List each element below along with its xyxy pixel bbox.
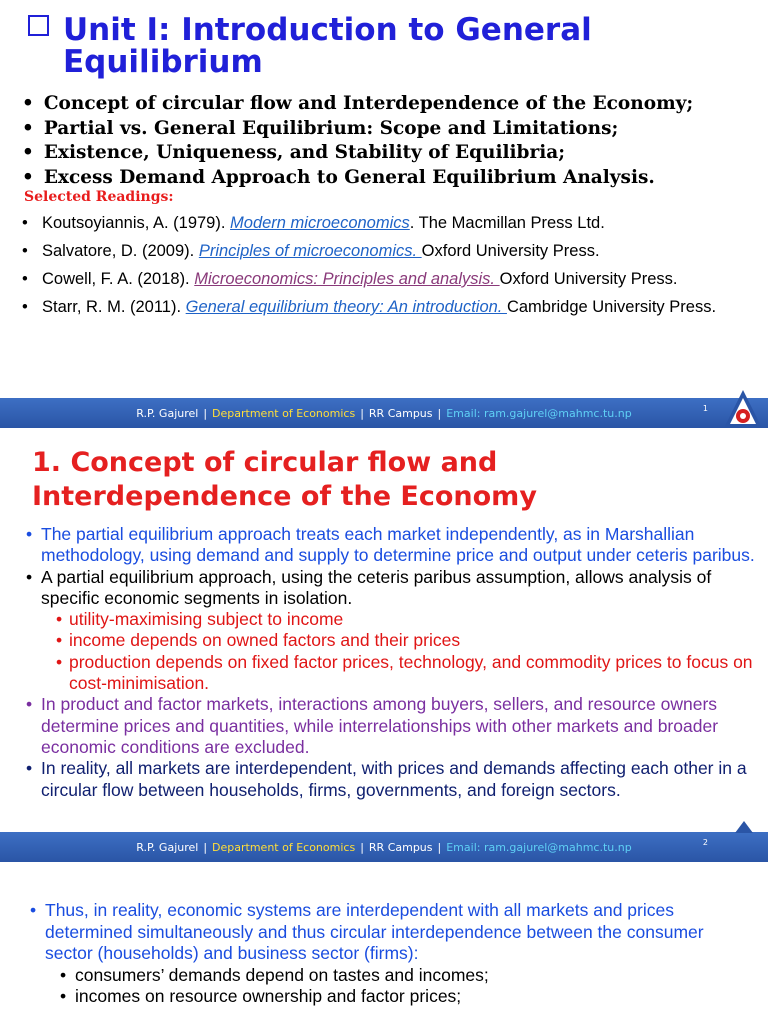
footer-separator: |: [437, 406, 442, 420]
reading-publisher: Oxford University Press.: [421, 242, 600, 260]
footer-separator: |: [203, 840, 208, 854]
footer-separator: |: [203, 406, 208, 420]
footer-separator: |: [360, 840, 364, 854]
footer-author: R.P. Gajurel: [136, 406, 199, 420]
footer-separator: |: [360, 406, 364, 420]
reading-item: [22, 212, 742, 235]
sub-bullet-item: • consumers’ demands depend on tastes and incomes;: [30, 965, 750, 987]
footer-department: Department of Economics: [212, 840, 356, 854]
title-line-2: Equilibrium: [63, 44, 263, 80]
footer-campus: RR Campus: [368, 406, 433, 420]
reading-item: [22, 240, 742, 263]
university-logo-icon: [722, 388, 764, 432]
reading-link[interactable]: Principles of microeconomics.: [198, 242, 422, 260]
sub-bullet-item: • utility-maximising subject to income: [26, 609, 756, 630]
page-number: 1: [702, 404, 708, 413]
footer-department: Department of Economics: [212, 406, 356, 420]
title-line-1: Unit I: Introduction to General: [63, 12, 592, 48]
bullet-item: • Thus, in reality, economic systems are interdependent with all markets and prices determined simultaneously and thus circular interdependence between the consumer sector (households) and business sector (firms):: [30, 900, 750, 965]
title-line-1: 1. Concept of circular flow and: [32, 447, 498, 478]
topics-list: [22, 92, 693, 190]
footer-email: Email: ram.gajurel@mahmc.tu.np: [446, 406, 632, 420]
title-line-2: Interdependence of the Economy: [32, 481, 537, 512]
slide-footer: [0, 832, 768, 862]
content-list: [30, 900, 750, 1008]
reading-item: [22, 268, 742, 291]
reading-link[interactable]: General equilibrium theory: An introduction.: [185, 298, 507, 316]
reading-author: Cowell, F. A. (2018).: [42, 270, 195, 288]
slide-1: [0, 0, 768, 433]
bullet-item: • The partial equilibrium approach treats each market independently, as in Marshallian methodology, using demand and supply to determine price and output under ceteris paribus.: [26, 524, 756, 567]
slide-2-title: [32, 446, 537, 514]
sub-bullet-item: • production depends on fixed factor prices, technology, and commodity prices to focus on cost-minimisation.: [26, 652, 756, 695]
sub-bullet-item: • income depends on owned factors and their prices: [26, 630, 756, 651]
footer-separator: |: [437, 840, 442, 854]
footer-email: Email: ram.gajurel@mahmc.tu.np: [446, 840, 632, 854]
reading-publisher: Cambridge University Press.: [506, 298, 717, 316]
topic-item: • Existence, Uniqueness, and Stability of Equilibria;: [22, 141, 693, 166]
checkbox-bullet-icon: [28, 15, 49, 36]
slide-2: [0, 436, 768, 866]
slide-footer: [0, 398, 768, 428]
university-logo-icon: [734, 820, 754, 834]
readings-heading: Selected Readings:: [24, 189, 174, 205]
bullet-item: • A partial equilibrium approach, using the ceteris paribus assumption, allows analysis of specific economic segments in isolation.: [26, 567, 756, 610]
readings-list: [22, 212, 742, 324]
reading-link[interactable]: Microeconomics: Principles and analysis.: [194, 270, 500, 288]
reading-item: [22, 296, 742, 319]
topic-item: • Excess Demand Approach to General Equilibrium Analysis.: [22, 166, 693, 191]
reading-author: Koutsoyiannis, A. (1979).: [42, 214, 231, 232]
footer-campus: RR Campus: [368, 840, 433, 854]
reading-author: Starr, R. M. (2011).: [42, 298, 186, 316]
content-list: [26, 524, 756, 801]
bullet-item: • In product and factor markets, interactions among buyers, sellers, and resource owners determine prices and quantities, while interrelationships with other markets and broader economic conditions are excluded.: [26, 694, 756, 758]
reading-publisher: . The Macmillan Press Ltd.: [409, 214, 605, 232]
sub-bullet-item: • incomes on resource ownership and factor prices;: [30, 986, 750, 1008]
reading-publisher: Oxford University Press.: [499, 270, 678, 288]
reading-link[interactable]: Modern microeconomics: [230, 214, 410, 232]
bullet-item: • In reality, all markets are interdependent, with prices and demands affecting each other in a circular flow between households, firms, governments, and foreign sectors.: [26, 758, 756, 801]
footer-author: R.P. Gajurel: [136, 840, 199, 854]
topic-item: • Concept of circular flow and Interdependence of the Economy;: [22, 92, 693, 117]
reading-author: Salvatore, D. (2009).: [42, 242, 199, 260]
slide-1-title: [28, 14, 592, 78]
slide-3: [0, 870, 768, 1024]
page-number: 2: [702, 838, 708, 847]
topic-item: • Partial vs. General Equilibrium: Scope and Limitations;: [22, 117, 693, 142]
